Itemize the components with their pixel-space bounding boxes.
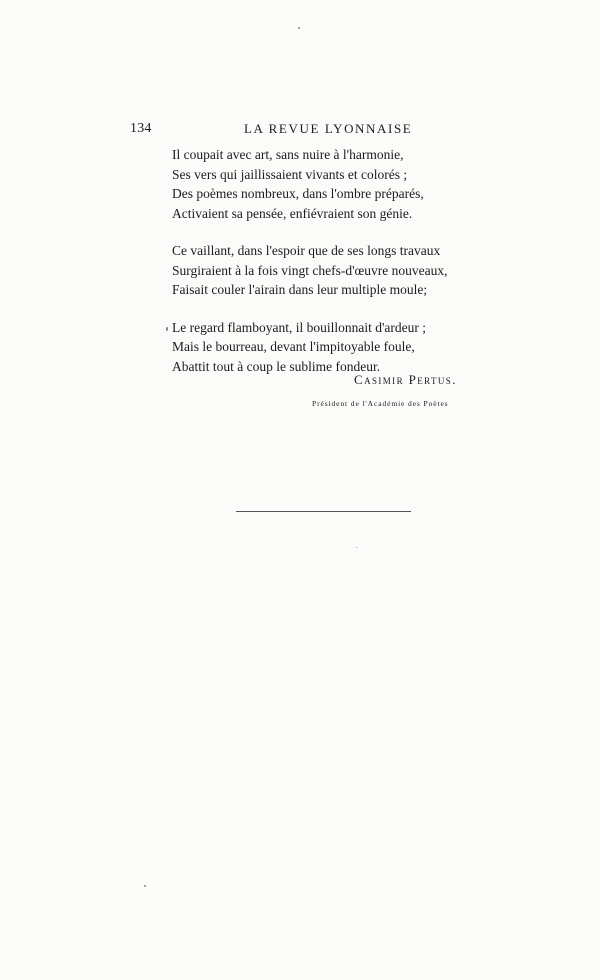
page-number: 134: [130, 121, 152, 136]
end-rule-divider: [236, 511, 411, 512]
verse-line: Abattit tout à coup le sublime fondeur.: [172, 358, 381, 374]
paper-speck: [144, 885, 146, 887]
verse-line: Le regard flamboyant, il bouillonnait d'ardeur ;: [172, 319, 426, 335]
paper-speck: [356, 547, 357, 548]
poem: [172, 145, 472, 394]
verse-line: Surgiraient à la fois vingt chefs-d'œuvre nouveaux,: [172, 262, 448, 278]
verse-line: Activaient sa pensée, enfiévraient son génie.: [172, 205, 413, 221]
running-title: LA REVUE LYONNAISE: [244, 121, 413, 136]
paper-speck: [298, 27, 300, 29]
stanza-3: [172, 318, 472, 377]
verse-line: Ce vaillant, dans l'espoir que de ses longs travaux: [172, 243, 441, 258]
author-title: Président de l'Académie des Poètes: [312, 399, 449, 408]
verse-line: Des poèmes nombreux, dans l'ombre préparés,: [172, 186, 424, 201]
verse-line: Il coupait avec art, sans nuire à l'harmonie,: [172, 147, 404, 162]
stanza-2: [172, 241, 472, 300]
verse-line: Mais le bourreau, devant l'impitoyable foule,: [172, 339, 415, 354]
author-signature: Casimir Pertus.: [354, 372, 457, 387]
verse-line: Faisait couler l'airain dans leur multiple moule;: [172, 282, 428, 297]
paper-speck: [166, 327, 168, 331]
verse-line: Ses vers qui jaillissaient vivants et colorés ;: [172, 166, 408, 182]
stanza-1: [172, 145, 472, 223]
